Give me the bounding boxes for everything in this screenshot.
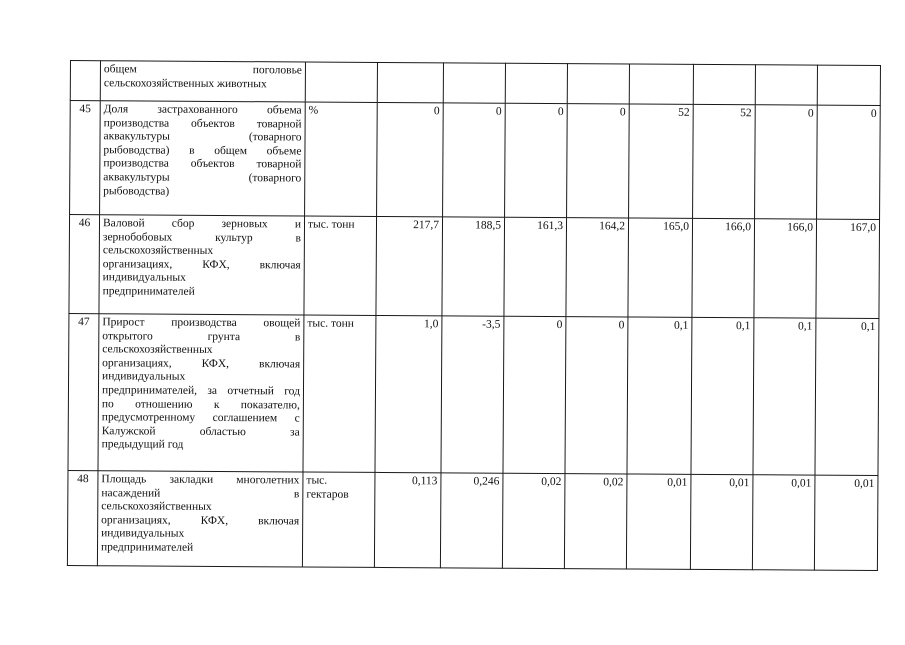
- value-cell: [505, 63, 567, 103]
- name-line: индивидуальных: [101, 527, 185, 541]
- value-cell: 1,0: [375, 315, 442, 472]
- name-line: организациях, КФХ, включая: [101, 514, 300, 528]
- value-cell: -3,5: [441, 316, 504, 473]
- value-cell: 0: [755, 105, 818, 219]
- name-line: предпринимателей: [100, 541, 194, 554]
- table-row: [69, 215, 880, 319]
- value-cell: 0,246: [440, 473, 503, 568]
- value-cell: 0,02: [502, 473, 565, 568]
- name-line: зернобобовых культур в: [102, 230, 301, 245]
- name-line: аквакультуры (товарного: [103, 130, 302, 144]
- value-cell: [693, 64, 755, 104]
- name-line: аквакультуры (товарного: [103, 171, 302, 185]
- value-cell: [377, 62, 443, 102]
- unit-cell: тыс. тонн: [304, 216, 377, 315]
- value-cell: 0,1: [627, 317, 692, 474]
- value-cell: 165,0: [628, 218, 693, 317]
- table-row: [68, 314, 879, 476]
- value-cell: [443, 63, 505, 103]
- name-line: сельскохозяйственных: [102, 244, 214, 258]
- value-cell: 0: [443, 103, 506, 217]
- row-number-cell: 45: [70, 101, 101, 215]
- value-cell: [629, 64, 693, 104]
- name-line: Площадь закладки многолетних: [101, 473, 300, 487]
- indicator-name-cell: [100, 61, 305, 102]
- row-number-cell: 48: [67, 471, 98, 566]
- value-cell: 0,01: [814, 475, 878, 570]
- value-cell: 0,01: [690, 474, 753, 569]
- name-line: производства объектов товарной: [103, 116, 302, 131]
- row-number-cell: 46: [69, 215, 100, 314]
- name-line: насаждений в: [101, 486, 300, 501]
- name-line: предпринимателей: [102, 285, 195, 298]
- name-line: организациях, КФХ, включая: [102, 258, 301, 272]
- unit-cell: тыс. гектаров: [302, 472, 375, 567]
- name-line: Доля застрахованного объема: [103, 103, 302, 117]
- name-line: общем поголовье: [103, 63, 302, 77]
- name-line: предыдущий год: [101, 438, 184, 452]
- indicator-name-cell: [98, 314, 304, 472]
- name-line: предпринимателей, за отчетный год: [101, 384, 301, 398]
- name-line: рыбоводства) в общем объеме: [103, 144, 302, 158]
- name-line: Валовой сбор зерновых и: [102, 217, 302, 231]
- table-row: [67, 471, 878, 571]
- indicator-table: [67, 60, 881, 571]
- value-cell: 0,1: [815, 318, 879, 475]
- value-cell: 0,02: [564, 474, 627, 569]
- value-cell: 0: [377, 102, 444, 216]
- indicator-name-cell: [100, 101, 306, 216]
- name-line: по отношению к показателю,: [101, 397, 300, 412]
- unit-cell: [305, 62, 377, 102]
- name-line: производства объектов товарной: [103, 157, 302, 171]
- name-line: открытого грунта в: [102, 329, 301, 344]
- name-line: Калужской областью за: [101, 425, 300, 439]
- value-cell: 0: [505, 103, 568, 217]
- value-cell: 0: [503, 316, 566, 473]
- name-line: сельскохозяйственных: [101, 500, 212, 514]
- value-cell: 0: [565, 317, 628, 474]
- name-line: предусмотренному соглашением с: [101, 411, 300, 425]
- value-cell: 0,113: [374, 472, 441, 567]
- row-number-cell: [70, 61, 100, 101]
- value-cell: [567, 64, 629, 104]
- table-row: [70, 101, 881, 220]
- name-line: рыбоводства): [103, 184, 170, 198]
- value-cell: 0,01: [626, 474, 691, 569]
- value-cell: 166,0: [754, 219, 817, 318]
- row-number-cell: 47: [68, 314, 99, 471]
- value-cell: 52: [693, 104, 756, 218]
- name-line: Прирост производства овощей: [102, 316, 301, 330]
- value-cell: 166,0: [692, 218, 755, 317]
- value-cell: [817, 65, 880, 105]
- value-cell: [755, 65, 817, 105]
- value-cell: 0,01: [752, 475, 815, 570]
- value-cell: 0: [567, 104, 630, 218]
- table-row: [70, 61, 880, 106]
- value-cell: 188,5: [442, 217, 505, 316]
- name-line: сельскохозяйственных: [102, 343, 213, 357]
- unit-cell: тыс. тонн: [303, 315, 376, 472]
- indicator-name-cell: [99, 215, 305, 315]
- value-cell: 167,0: [816, 219, 880, 318]
- value-cell: 217,7: [376, 216, 443, 315]
- indicator-name-cell: [97, 471, 303, 567]
- value-cell: 0: [817, 105, 881, 219]
- name-line: организациях, КФХ, включая: [102, 357, 301, 371]
- unit-cell: %: [305, 102, 378, 216]
- value-cell: 0,1: [691, 317, 754, 474]
- value-cell: 0,1: [753, 318, 816, 475]
- value-cell: 161,3: [504, 217, 567, 316]
- name-line: индивидуальных: [102, 271, 186, 285]
- value-cell: 164,2: [566, 218, 629, 317]
- value-cell: 52: [629, 104, 694, 218]
- name-line: индивидуальных: [102, 370, 186, 384]
- name-line: сельскохозяйственных животных: [103, 76, 267, 90]
